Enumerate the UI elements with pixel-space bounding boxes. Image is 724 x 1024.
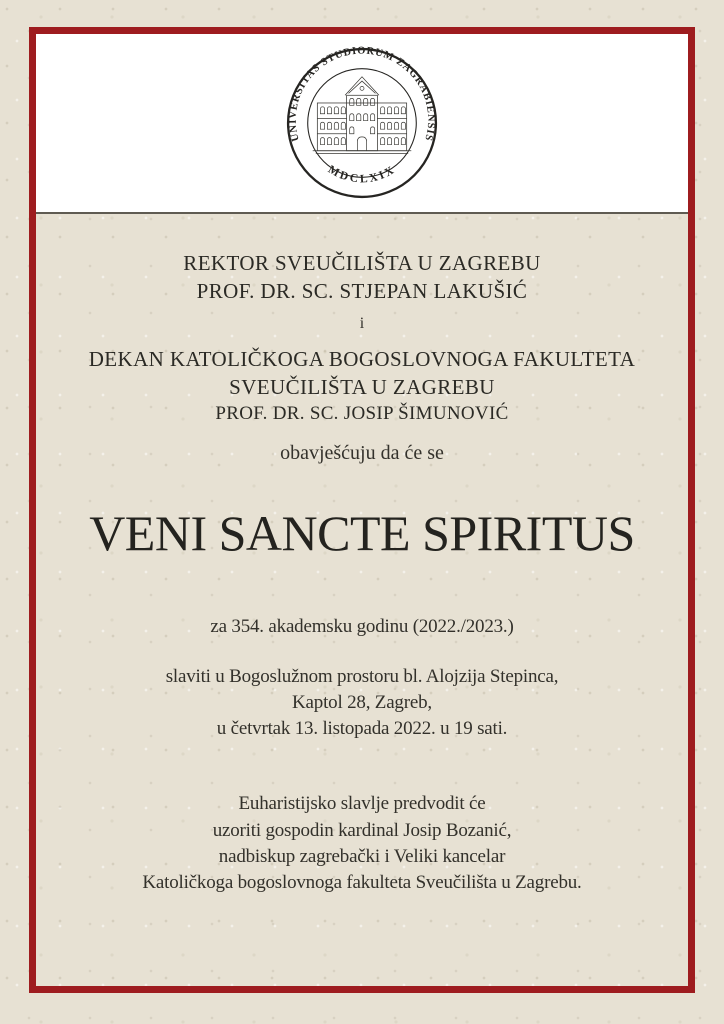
occasion-line: za 354. akademsku godinu (2022./2023.) bbox=[210, 615, 514, 637]
dean-title-line1: DEKAN KATOLIČKOGA BOGOSLOVNOGA FAKULTETA bbox=[88, 347, 636, 372]
celebrant-block bbox=[36, 791, 688, 896]
dean-block bbox=[36, 346, 688, 426]
conjunction: i bbox=[359, 315, 365, 333]
seal-ring-text-top: UNIVERSITAS STUDIORUM ZAGRABIENSIS bbox=[287, 46, 437, 143]
header-band bbox=[36, 34, 688, 214]
university-building-illustration bbox=[313, 77, 412, 154]
poster-frame bbox=[29, 27, 695, 993]
celebrant-line3: nadbiskup zagrebački i Veliki kancelar bbox=[218, 845, 506, 867]
celebrant-line4: Katoličkoga bogoslovnoga fakulteta Sveučilišta u Zagrebu. bbox=[142, 872, 582, 894]
dean-title-line2: SVEUČILIŠTA U ZAGREBU bbox=[229, 375, 495, 400]
main-title: VENI SANCTE SPIRITUS bbox=[89, 504, 635, 561]
university-of-zagreb-seal-icon bbox=[285, 46, 439, 200]
venue-line3: u četvrtak 13. listopada 2022. u 19 sati. bbox=[216, 718, 508, 740]
venue-block bbox=[36, 664, 688, 743]
venue-line2: Kaptol 28, Zagreb, bbox=[292, 692, 432, 713]
celebrant-line1: Euharistijsko slavlje predvodit će bbox=[238, 793, 486, 815]
seal-ring-text-bottom: MDCLXIX bbox=[325, 163, 399, 186]
dean-name: PROF. DR. SC. JOSIP ŠIMUNOVIĆ bbox=[215, 402, 509, 424]
announcement-body bbox=[36, 214, 688, 896]
rector-title: REKTOR SVEUČILIŠTA U ZAGREBU bbox=[183, 251, 541, 275]
celebrant-line2: uzoriti gospodin kardinal Josip Bozanić, bbox=[212, 819, 512, 841]
lead-in-text: obavješćuju da će se bbox=[280, 441, 444, 464]
rector-name: PROF. DR. SC. STJEPAN LAKUŠIĆ bbox=[196, 278, 528, 303]
venue-line1: slaviti u Bogoslužnom prostoru bl. Alojzija Stepinca, bbox=[165, 665, 559, 687]
rector-block bbox=[36, 250, 688, 305]
